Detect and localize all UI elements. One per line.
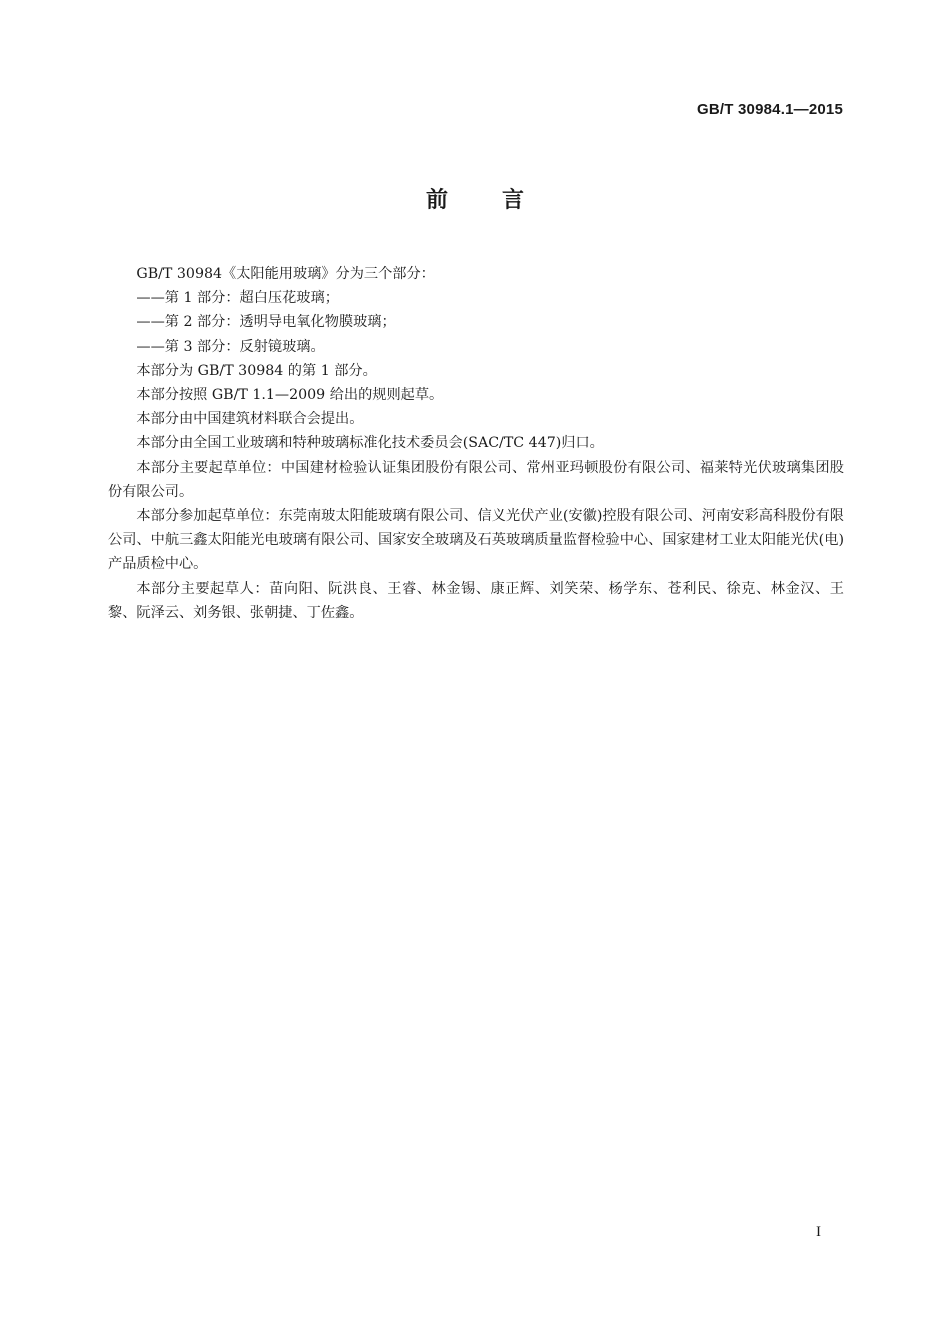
standard-code: GB/T 30984.1—2015 [697,101,843,118]
preface-body [108,262,844,625]
paragraph-part-2: ——第 2 部分：透明导电氧化物膜玻璃； [136,314,396,331]
paragraph-main-drafters: 本部分主要起草人：苗向阳、阮洪良、王睿、林金锡、康正辉、刘笑荣、杨学东、苍利民、徐克、林金汉、王黎、阮泽云、刘务银、张朝捷、丁佐鑫。 [108,580,844,621]
paragraph-participating-units: 本部分参加起草单位：东莞南玻太阳能玻璃有限公司、信义光伏产业(安徽)控股有限公司、河南安彩高科股份有限公司、中航三鑫太阳能光电玻璃有限公司、国家安全玻璃及石英玻璃质量监督检验中心、国家建材工业太阳能光伏(电)产品质检中心。 [108,508,844,573]
paragraph-proposed-by: 本部分由中国建筑材料联合会提出。 [136,411,364,428]
paragraph-part-1: ——第 1 部分：超白压花玻璃； [136,290,339,307]
paragraph-part-3: ——第 3 部分：反射镜玻璃。 [136,338,325,355]
paragraph-main-drafting-units: 本部分主要起草单位：中国建材检验认证集团股份有限公司、常州亚玛顿股份有限公司、福莱特光伏玻璃集团股份有限公司。 [108,459,844,500]
paragraph-centralized-by: 本部分由全国工业玻璃和特种玻璃标准化技术委员会(SAC/TC 447)归口。 [136,435,604,452]
paragraph-drafting-rules: 本部分按照 GB/T 1.1—2009 给出的规则起草。 [136,387,444,404]
page-number: I [816,1224,821,1240]
paragraph-this-part: 本部分为 GB/T 30984 的第 1 部分。 [136,362,377,379]
page-title: 前言 [425,188,578,213]
paragraph-parts-intro: GB/T 30984《太阳能用玻璃》分为三个部分： [136,266,435,282]
